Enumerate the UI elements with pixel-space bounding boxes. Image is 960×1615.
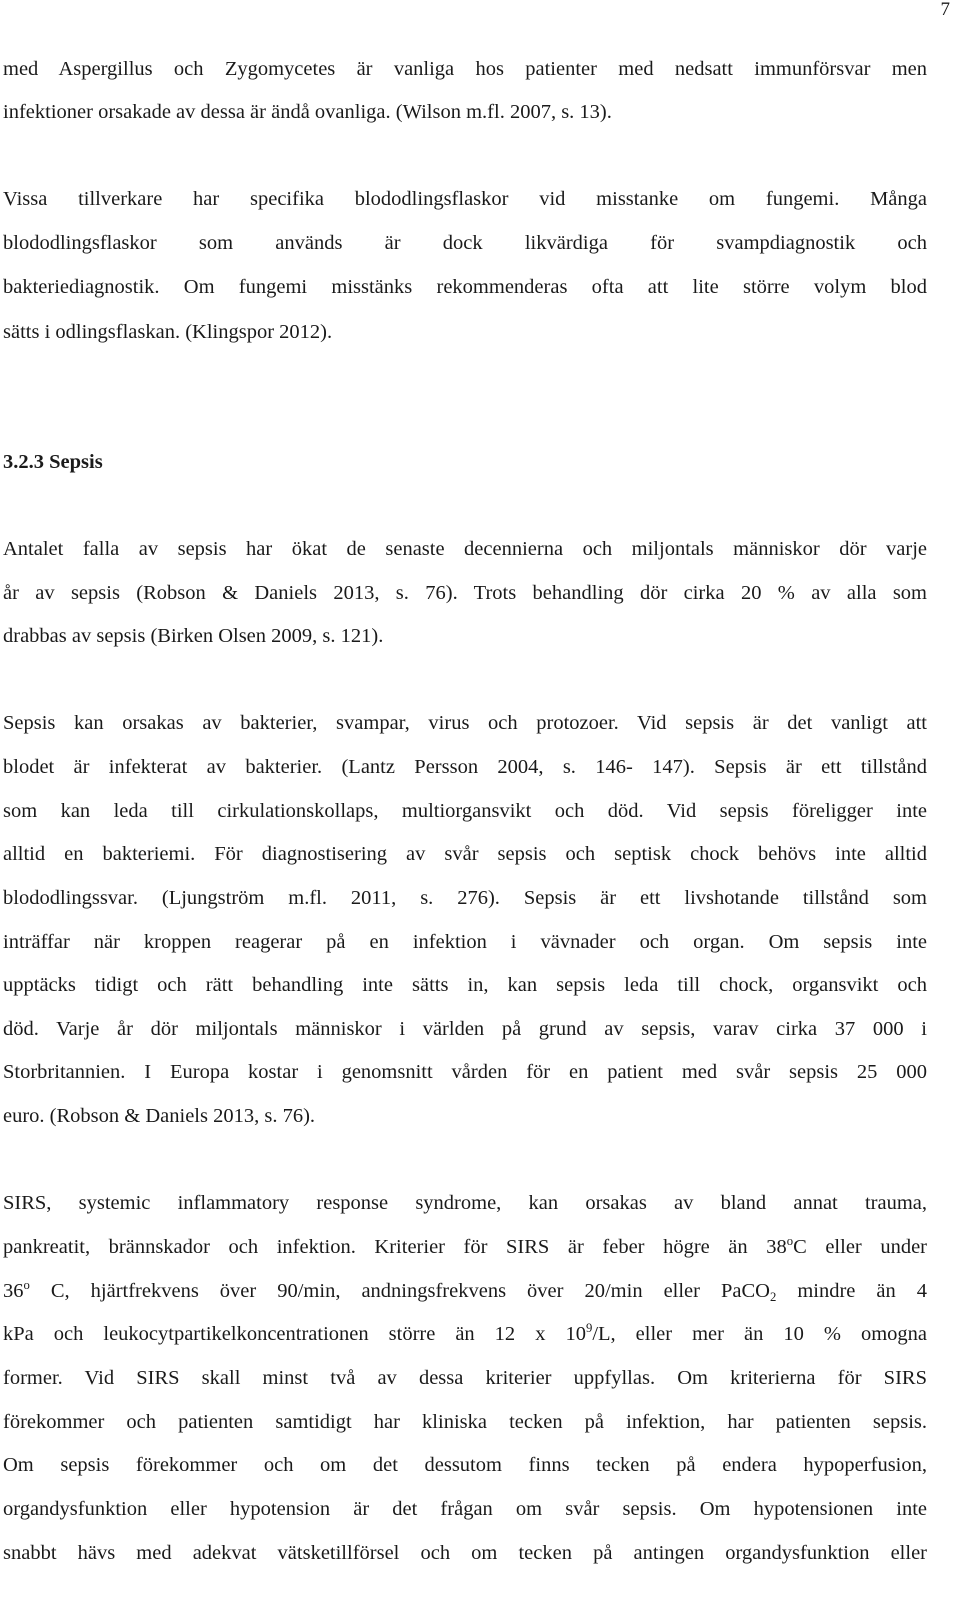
text-line: bakteriediagnostik. Om fungemi misstänks rekommenderas ofta att lite större volym blod — [3, 276, 927, 298]
text-line: blodet är infekterat av bakterier. (Lantz Persson 2004, s. 146- 147). Sepsis är ett tillstånd — [3, 756, 927, 778]
text-run: C eller under — [793, 1236, 927, 1258]
exponent-superscript: 9 — [585, 1320, 593, 1335]
text-line: blododlingssvar. (Ljungström m.fl. 2011, s. 276). Sepsis är ett livshotande tillstånd som — [3, 887, 927, 909]
text-line: SIRS, systemic inflammatory response syndrome, kan orsakas av bland annat trauma, — [3, 1192, 927, 1214]
text-line: död. Varje år dör miljontals människor i världen på grund av sepsis, varav cirka 37 000 i — [3, 1018, 927, 1040]
text-line: inträffar när kroppen reagerar på en infektion i vävnader och organ. Om sepsis inte — [3, 931, 927, 953]
degree-superscript: o — [23, 1277, 30, 1292]
text-run: C, hjärtfrekvens över 90/min, andningsfrekvens över 20/min eller PaCO — [29, 1280, 770, 1302]
text-line: euro. (Robson & Daniels 2013, s. 76). — [3, 1105, 316, 1127]
text-line: drabbas av sepsis (Birken Olsen 2009, s. 121). — [3, 625, 384, 647]
text-run: kPa och leukocytpartikelkoncentrationen större än 12 x 10 — [3, 1323, 586, 1345]
text-line: Storbritannien. I Europa kostar i genomsnitt vården för en patient med svår sepsis 25 000 — [3, 1061, 927, 1083]
text-line: sätts i odlingsflaskan. (Klingspor 2012). — [3, 321, 333, 343]
text-line: snabbt hävs med adekvat vätsketillförsel och om tecken på antingen organdysfunktion eller — [3, 1542, 927, 1564]
text-line: år av sepsis (Robson & Daniels 2013, s. 76). Trots behandling dör cirka 20 % av alla som — [3, 582, 927, 604]
text-line: organdysfunktion eller hypotension är det frågan om svår sepsis. Om hypotensionen inte — [3, 1498, 927, 1520]
text-run: 36 — [3, 1280, 24, 1302]
text-line: former. Vid SIRS skall minst två av dessa kriterier uppfyllas. Om kriterierna för SIRS — [3, 1367, 927, 1389]
page-number: 7 — [940, 0, 950, 20]
text-run: pankreatit, brännskador och infektion. Kriterier för SIRS är feber högre än 38 — [3, 1236, 787, 1258]
text-line — [3, 1322, 927, 1347]
text-run: /L, eller mer än 10 % omogna — [592, 1323, 927, 1345]
text-line: Sepsis kan orsakas av bakterier, svampar, virus och protozoer. Vid sepsis är det vanligt att — [3, 712, 927, 734]
text-line — [3, 1279, 927, 1304]
text-line: som kan leda till cirkulationskollaps, multiorgansvikt och död. Vid sepsis föreligger inte — [3, 800, 927, 822]
text-line: infektioner orsakade av dessa är ändå ovanliga. (Wilson m.fl. 2007, s. 13). — [3, 101, 612, 123]
text-line: Vissa tillverkare har specifika blododlingsflaskor vid misstanke om fungemi. Många — [3, 188, 927, 210]
text-line: blododlingsflaskor som används är dock likvärdiga för svampdiagnostik och — [3, 232, 927, 254]
section-heading: 3.2.3 Sepsis — [3, 451, 103, 473]
degree-superscript: o — [786, 1233, 794, 1248]
text-line: förekommer och patienten samtidigt har kliniska tecken på infektion, har patienten sepsis. — [3, 1411, 927, 1433]
text-line: alltid en bakteriemi. För diagnostisering av svår sepsis och septisk chock behövs inte alltid — [3, 843, 927, 865]
text-run: mindre än 4 — [776, 1280, 927, 1302]
text-line: med Aspergillus och Zygomycetes är vanliga hos patienter med nedsatt immunförsvar men — [3, 58, 927, 80]
text-line: Antalet falla av sepsis har ökat de senaste decennierna och miljontals människor dör varje — [3, 538, 927, 560]
text-line: Om sepsis förekommer och om det dessutom finns tecken på endera hypoperfusion, — [3, 1454, 927, 1476]
text-line — [3, 1235, 927, 1260]
subscript: 2 — [769, 1289, 777, 1304]
text-line: upptäcks tidigt och rätt behandling inte sätts in, kan sepsis leda till chock, organsvikt och — [3, 974, 927, 996]
